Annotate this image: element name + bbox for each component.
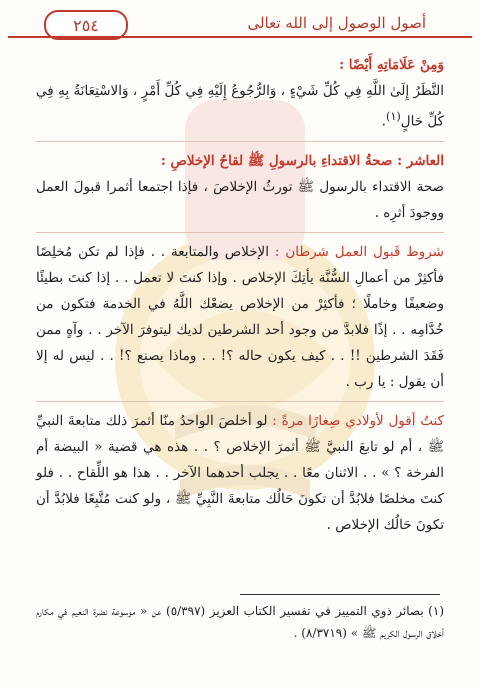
page-number: ٢٥٤ — [44, 10, 128, 40]
section-divider — [36, 141, 444, 142]
conditions-text: الإخلاص والمتابعة . . فإذا لم تكن مُخلِصًا فأكثِرْ من أعمالِ السُّنَّة يأتِكَ الإخلاص . وإذا كنتَ لا تعمل . . إذا كنتَ بطيئًا وضعيفًا وخاملًا ؛ فأكثِرْ من الإخلاص يضعْك اللَّهُ في الخدمة فتكون من خُدَّامِه . . إذًا فلابدَّ من وجود أحد الشرطين لديك ليتوفرَ الآخر . . وآهٍ ممن فَقَدَ الشرطين !! . . كيف يكون حاله ؟! . . وماذا يصنع ؟! . . ليس له إلا أن يقول : يا رب . — [36, 243, 444, 390]
children-text: لو أخلصَ الواحدُ منّا أثمرَ ذلك متابعةَ النبيِّ ﷺ ، أم لو تابعَ النبيَّ ﷺ أثمرَ الإخلاص ؟ . . هذه هي قضية « البيضة أم الفرخة ؟ » . . الاثنان معًا . . يجلب أحدهما الآخر . . هذا هو اللِّقاح . . فلو كنتَ مخلصًا فلابُدَّ أن تكونَ حَالُك متابعةَ النَّبِيِّ ﷺ ، ولو كنت مُتَّبِعًا فلابُدَّ أن تكونَ حَالُك الإخلاص . — [36, 412, 444, 533]
paragraph-conditions — [36, 239, 444, 395]
children-lead: كنتُ أقول لأولادي صِغارًا مرةً : — [272, 412, 445, 429]
paragraph-signs — [36, 78, 444, 135]
paragraph-signs-end: . — [381, 113, 386, 130]
footnote-rule — [240, 594, 440, 595]
paragraph-children — [36, 408, 444, 538]
paragraph-signs-text: النَّظَرُ إِلَىٰ اللَّهِ فِي كُلِّ شَيْءٍ ، وَالرُّجُوعُ إِلَيْهِ فِي كُلِّ أَمْرٍ ، وَالاسْتِعَانَةُ بِهِ فِي كُلِّ حَالٍ — [36, 83, 444, 130]
section-divider — [36, 232, 444, 233]
footnote-text: (١) بصائر ذوي التمييز في تفسير الكتاب العزيز (٥/٣٩٧) عن « موسوعة نضرة النعيم في مكارم أخلاق الرسول الكريم ﷺ » (٨/٣٧١٩) . — [36, 604, 444, 640]
footnote-ref: (١) — [385, 110, 401, 123]
page-header — [14, 8, 466, 38]
main-text — [36, 52, 444, 538]
section-heading-tenth: العاشر : صحةُ الاقتداءِ بالرسولِ ﷺ لقاحُ الإخلاصِ : — [160, 152, 444, 169]
paragraph-imitation: صحة الاقتداء بالرسول ﷺ تورثُ الإخلاصَ ، فإذا اجتمعا أثمرا قبولَ العمل ووجودَ أثرِه . — [36, 178, 444, 221]
running-title: أصول الوصول إلى الله تعالى — [247, 14, 426, 32]
conditions-lead: شروط قَبول العمل شرطان : — [274, 243, 444, 260]
header-rule — [8, 36, 472, 38]
section-divider — [36, 401, 444, 402]
footnote — [36, 600, 444, 644]
subheading-signs: وَمِنْ عَلَامَاتِهِ أَيْضًا : — [339, 57, 444, 73]
